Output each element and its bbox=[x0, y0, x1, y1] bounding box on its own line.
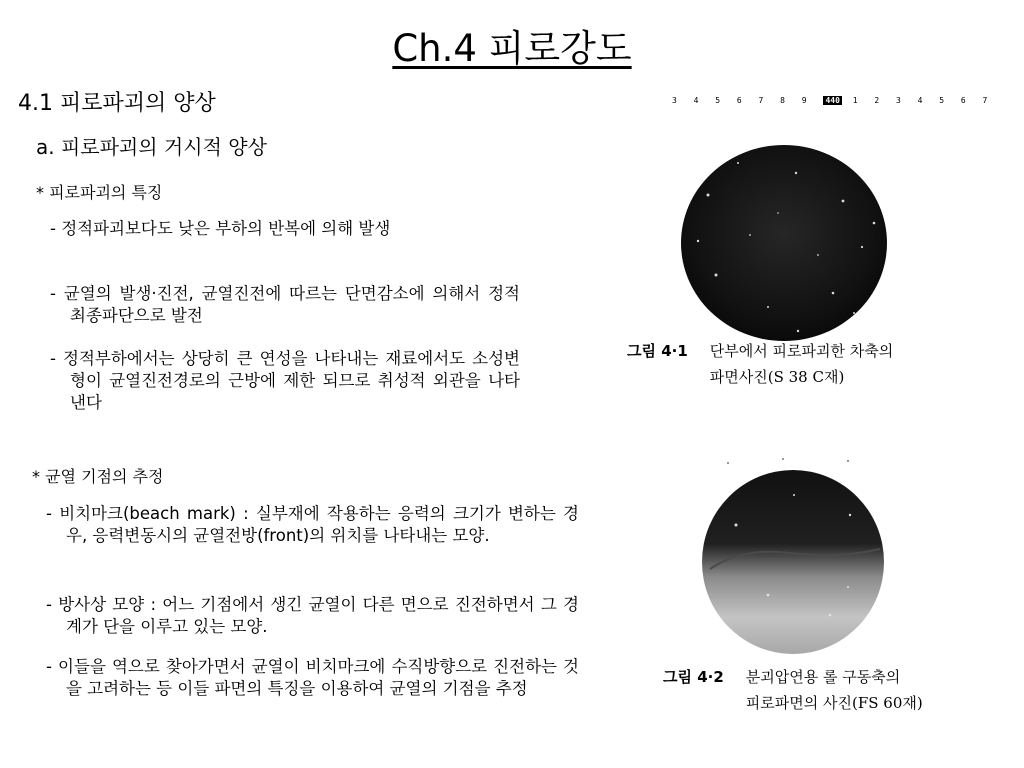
group1-bullet-3: - 정적부하에서는 상당히 큰 연성을 나타내는 재료에서도 소성변형이 균열진전경로의 근방에 제한 되므로 취성적 외관을 나타낸다 bbox=[50, 349, 520, 412]
group2-bullet-1: - 비치마크(beach mark) : 실부재에 작용하는 응력의 크기가 변하는 경우, 응력변동시의 균열전방(front)의 위치를 나타내는 모양. bbox=[46, 504, 579, 545]
group2-heading: * 균열 기점의 추정 bbox=[32, 467, 164, 486]
figure2-caption bbox=[663, 664, 1013, 716]
figure2-label: 그림 4·2 bbox=[663, 668, 724, 686]
figure1-scale-right: 1 2 3 4 5 6 7 bbox=[852, 96, 994, 105]
group1-bullet-1: - 정적파괴보다도 낮은 부하의 반복에 의해 발생 bbox=[50, 219, 391, 238]
group2-bullet-3: - 이들을 역으로 찾아가면서 균열이 비치마크에 수직방향으로 진전하는 것을 고려하는 등 이들 파면의 특징을 이용하여 균열의 기점을 추정 bbox=[46, 657, 579, 698]
figure1-fracture-photo bbox=[678, 143, 890, 343]
figure1-scale-mark: 440 bbox=[825, 96, 840, 105]
figure1-caption-line1: 단부에서 피로파괴한 차축의 bbox=[709, 342, 894, 360]
figure1-caption-line2: 파면사진(S 38 C재) bbox=[709, 368, 845, 386]
figure1-scale bbox=[672, 96, 993, 105]
subsection-heading: a. 피로파괴의 거시적 양상 bbox=[36, 135, 267, 159]
figure2-fracture-photo bbox=[698, 455, 888, 657]
figure1-scale-left: 3 4 5 6 7 8 9 bbox=[672, 96, 813, 105]
figure1-caption bbox=[627, 338, 1017, 390]
figure2-caption-line1: 분괴압연용 롤 구동축의 bbox=[745, 668, 901, 686]
group2-bullet-2: - 방사상 모양 : 어느 기점에서 생긴 균열이 다른 면으로 진전하면서 그 경계가 단을 이루고 있는 모양. bbox=[46, 595, 579, 636]
figure1-label: 그림 4·1 bbox=[627, 342, 688, 360]
figure2-caption-line2: 피로파면의 사진(FS 60재) bbox=[745, 694, 923, 712]
section-heading: 4.1 피로파괴의 양상 bbox=[18, 91, 216, 116]
group1-heading: * 피로파괴의 특징 bbox=[36, 183, 163, 202]
group1-bullet-2: - 균열의 발생·진전, 균열진전에 따르는 단면감소에 의해서 정적 최종파단으로 발전 bbox=[50, 284, 520, 325]
page-title: Ch.4 피로강도 bbox=[392, 27, 632, 70]
